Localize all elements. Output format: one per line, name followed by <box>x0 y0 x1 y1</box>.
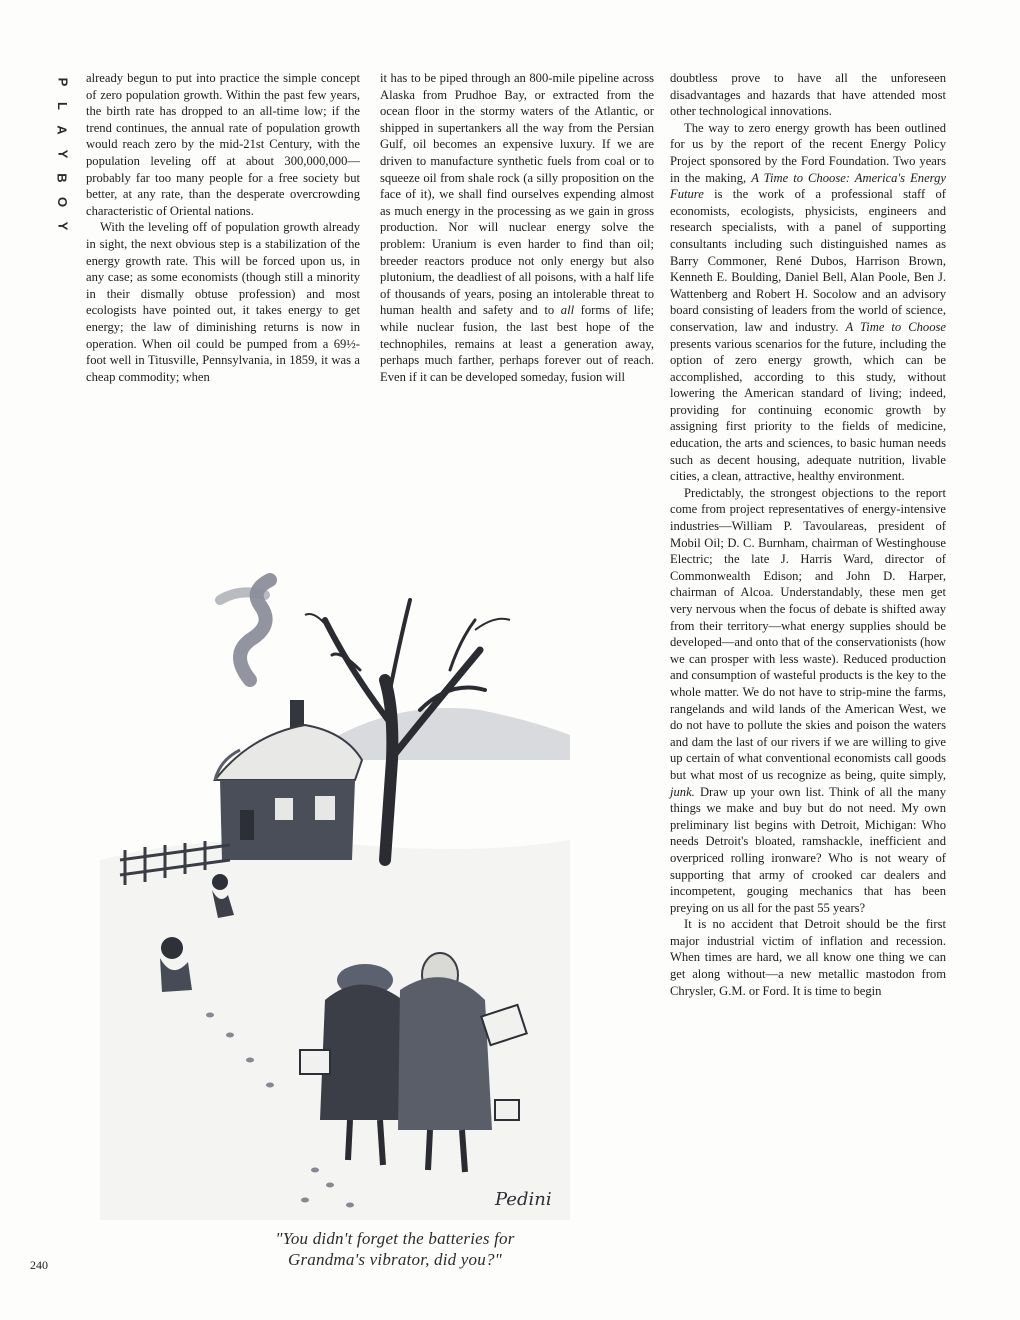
text-run: The way to zero energy growth has been outlined for us by the report of the recent Energy Policy Project sponsored by the Ford Foundation. Two years in the making, <box>670 120 946 185</box>
book-title: A Time to Choose: America's Energy Future <box>670 170 946 202</box>
running-head-letter: B <box>54 173 70 183</box>
cartoon-caption <box>180 1228 610 1270</box>
text-column-3 <box>670 70 946 999</box>
text-column-1 <box>86 70 360 385</box>
book-title: A Time to Choose <box>845 319 946 334</box>
paragraph <box>670 120 946 485</box>
emphasis: junk. <box>670 784 695 799</box>
paragraph: With the leveling off of population growth already in sight, the next obvious step is a stabilization of the energy growth rate. This will be forced upon us, in any case; as some economists (though still a minority in their dismally obtuse profession) and most ecologists have pointed out, it takes energy to get energy; the law of diminishing returns is now in operation. When oil could be pumped from a 69½-foot well in Titusville, Pennsylvania, in 1859, it was a cheap commodity; when <box>86 220 360 384</box>
running-head-letter: Y <box>54 149 70 159</box>
text-run: it has to be piped through an 800-mile pipeline across Alaska from Prudhoe Bay, or extracted from the ocean floor in the stormy waters of the Atlantic, or shipped in supertankers all the way from the Persian Gulf, oil becomes an expensive luxury. If we are driven to manufacture synthetic fuels from coal or to squeeze oil from shale rock (a silly proposition on the face of it), we shall find ourselves expending almost as much energy in the processing as we gain in gross production. Nor will nuclear energy solve the problem: Uranium is even harder to find than oil; breeder reactors produce not only energy but also plutonium, the deadliest of all poisons, with a half life of thousands of years, posing an intolerable threat to human health and safety and to <box>380 71 654 318</box>
cartoon-illustration <box>100 560 570 1220</box>
caption-line: "You didn't forget the batteries for <box>275 1229 515 1248</box>
caption-line: Grandma's vibrator, did you?" <box>288 1250 502 1269</box>
running-head-letter: L <box>54 102 70 110</box>
cartoon-signature: Pedini <box>495 1189 552 1210</box>
text-run: presents various scenarios for the future, including the option of zero energy growth, which can be accomplished, according to this study, without lowering the American standard of living; indeed, providing for continuing economic growth by assigning first priority to the fields of medicine, education, the arts and sciences, to basic human needs such as decent housing, adequate nutrition, livable cities, a clean, attractive, healthy environment. <box>670 336 946 484</box>
running-head-letter: Y <box>54 221 70 231</box>
text-run: Draw up your own list. Think of all the many things we make and buy but do not need. My own preliminary list begins with Detroit, Michigan: Who needs Detroit's bloated, ramshackle, inefficient and overpriced rolling ironware? Who is not weary of supporting that army of crooked car dealers and incompetent, gouging mechanics that has been preying on us all for the past 55 years? <box>670 784 946 915</box>
text-column-2 <box>380 70 654 385</box>
paragraph: already begun to put into practice the simple concept of zero population growth. Within the past few years, the birth rate has dropped to an all-time low; if the trend continues, the annual rate of population growth would reach zero by the mid-21st Century, with the population leveling off at about 300,000,000—probably far too many people for a free society but better, at any rate, than the desperate overcrowding characteristic of Oriental nations. <box>86 71 360 218</box>
paragraph <box>670 485 946 916</box>
paragraph: doubtless prove to have all the unforeseen disadvantages and hazards that have attended most other technological innovations. <box>670 71 946 119</box>
paragraph <box>380 70 654 385</box>
running-head-letter: O <box>55 196 70 208</box>
running-head-letter: A <box>54 125 70 135</box>
running-head-playboy <box>54 70 70 238</box>
text-run: is the work of a professional staff of economists, ecologists, physicists, engineers and research specialists, with a panel of supporting consultants including such distinguished names as Barry Commoner, René Dubos, Harrison Brown, Kenneth E. Boulding, Daniel Bell, Alan Poole, Ben J. Wattenberg and Robert H. Socolow and an advisory board consisting of leaders from the world of science, conservation, law and industry. <box>670 187 946 334</box>
text-run: Predictably, the strongest objections to the report come from project representatives of energy-intensive industries—William P. Tavoulareas, president of Mobil Oil; D. C. Burnham, chairman of Westinghouse Electric; the late J. Harris Ward, director of Commonwealth Edison; and John D. Harper, chairman of Alcoa. Understandably, these men get very nervous when the focus of debate is shifted away from their territory—what energy supplies should be developed—and onto that of the conservationists (how we can prosper with less waste). Reduced production and consumption of wasteful products is the key to the whole matter. We do not have to strip-mine the farms, rangelands and wild lands of the American West, we do not have to pollute the skies and poison the waters and dam the last of our rivers if we are willing to give up certain of what conventional economists call goods but what most of us recognize as being, quite simply, <box>670 485 946 782</box>
paragraph: It is no accident that Detroit should be the first major industrial victim of inflation and recession. When times are hard, we all know one thing we can get along without—a new metallic mastodon from Chrysler, G.M. or Ford. It is time to begin <box>670 917 946 998</box>
running-head-letter: P <box>54 77 70 87</box>
emphasis: all <box>560 303 575 318</box>
page-number: 240 <box>30 1258 48 1272</box>
text-run: forms of life; while nuclear fusion, the last best hope of the technophiles, remains at least a generation away, perhaps much farther, perhaps forever out of reach. Even if it can be developed someday, fusion will <box>380 303 654 384</box>
